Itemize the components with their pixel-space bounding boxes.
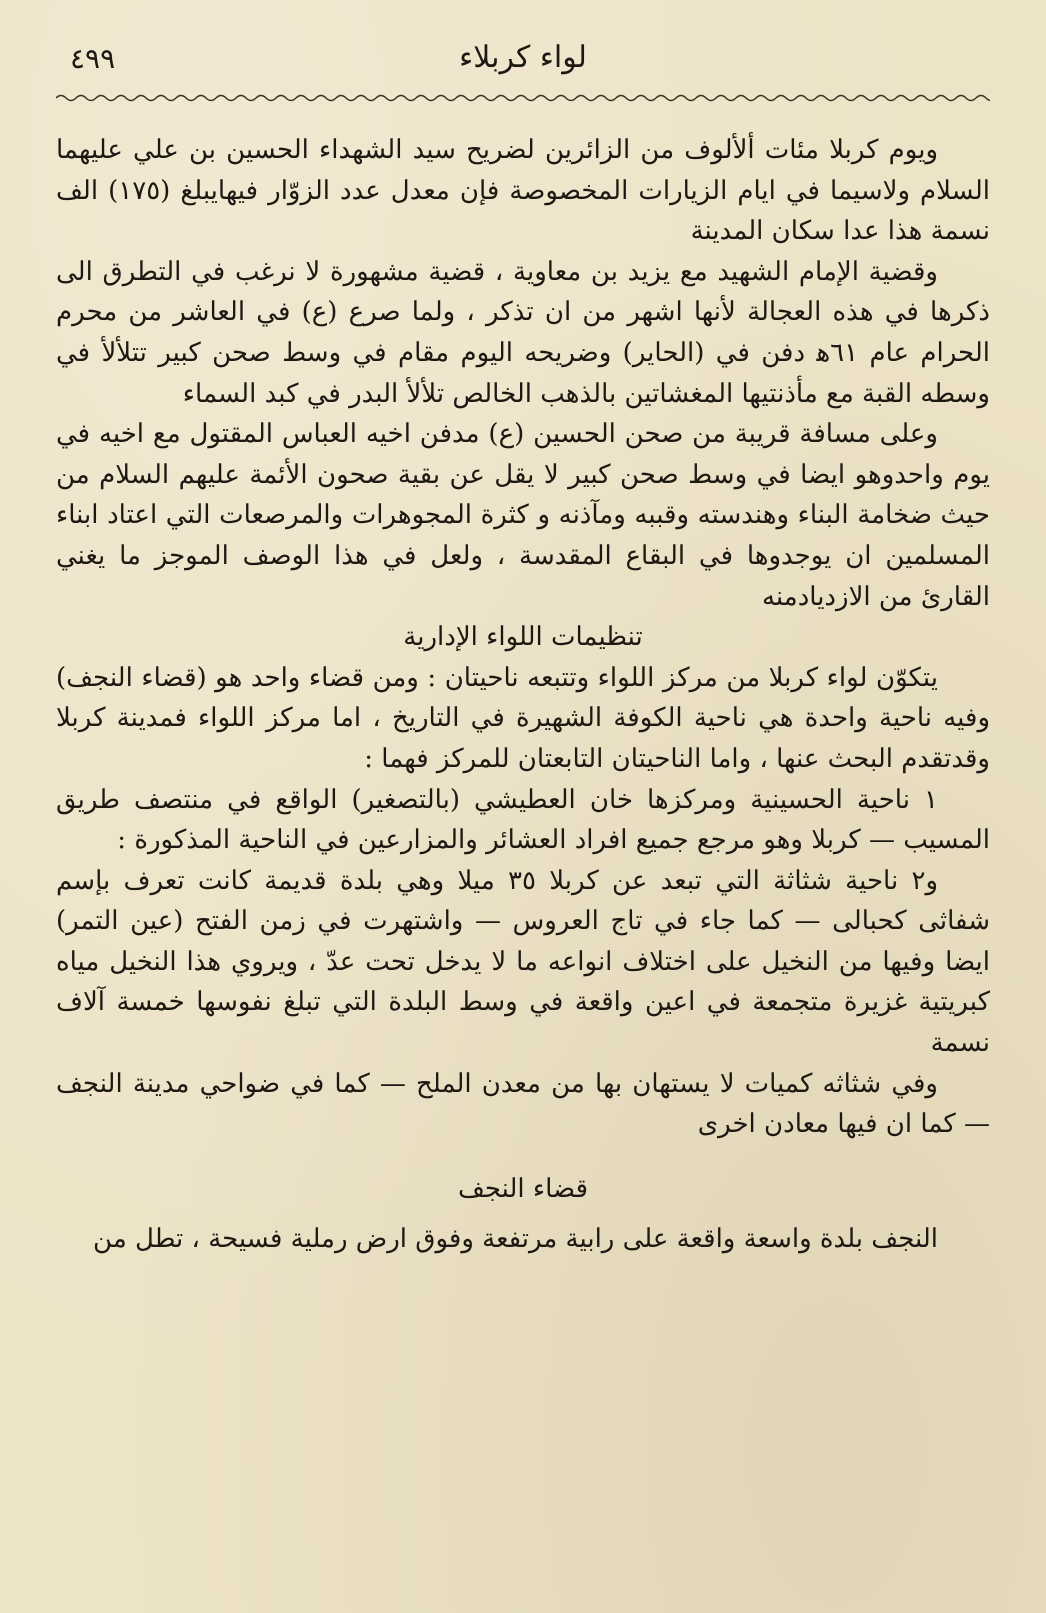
paragraph-imam-shrine: وقضية الإمام الشهيد مع يزيد بن معاوية ، قضية مشهورة لا نرغب في التطرق الى ذكرها في هذه العجالة لأنها اشهر من ان تذكر ، ولما صرع (ع) في العاشر من محرم الحرام عام ٦١ﻫ دفن في (الحاير) وضريحه اليوم مقام في وسط صحن كبير تتلألأ في وسطه القبة مع مأذنتيها المغشاتين بالذهب الخالص تلألأ البدر في كبد السماء	[56, 256, 990, 409]
page-header	[56, 0, 990, 98]
list-item-husseiniya: ١ ناحية الحسينية ومركزها خان العطيشي (بالتصغير) الواقع في منتصف طريق المسيب — كربلا وهو مرجع جميع افراد العشائر والمزارعين في الناحية المذكورة :	[56, 784, 990, 856]
section-heading-administration: تنظيمات اللواء الإدارية	[403, 622, 643, 653]
paragraph-pilgrims: ويوم كربلا مئات ألألوف من الزائرين لضريح سيد الشهداء الحسين بن علي عليهما السلام ولاسيما في ايام الزيارات المخصوصة فإن معدل عدد الزوّار فيهايبلغ (١٧٥) الف نسمة هذا عدا سكان المدينة	[56, 135, 991, 247]
wavy-rule-divider	[56, 92, 990, 104]
running-title: لواء كربلاء	[459, 40, 587, 75]
paragraph-najaf: النجف بلدة واسعة واقعة على رابية مرتفعة وفوق ارض رملية فسيحة ، تطل من	[93, 1224, 938, 1255]
paragraph-administration: يتكوّن لواء كربلا من مركز اللواء وتتبعه ناحيتان : ومن قضاء واحد هو (قضاء النجف) وفيه ناحية واحدة هي ناحية الكوفة الشهيرة في التاريخ ، اما مركز اللواء فمدينة كربلا وقدتقدم البحث عنها ، واما الناحيتان التابعتان للمركز فهما :	[56, 662, 990, 774]
section-heading-najaf: قضاء النجف	[457, 1173, 589, 1204]
list-item-shithatha: و٢ ناحية شثاثة التي تبعد عن كربلا ٣٥ ميلا وهي بلدة قديمة كانت تعرف بإسم شفاثى كحبالى — كما جاء في تاج العروس — واشتهرت في زمن الفتح (عين التمر) ايضا وفيها من النخيل على اختلاف انواعه ما لا يدخل تحت عدّ ، ويروي هذا النخيل مياه كبريتية غزيرة متجمعة في اعين واقعة في وسط البلدة التي تبلغ نفوسها خمسة آلاف نسمة	[56, 865, 990, 1059]
body-text	[56, 130, 990, 1260]
page-number: ٤٩٩	[70, 42, 116, 75]
paragraph-abbas-shrine: وعلى مسافة قريبة من صحن الحسين (ع) مدفن اخيه العباس المقتول مع اخيه في يوم واحدوهو ايضا في وسط صحن كبير لا يقل عن بقية صحون الأئمة عليهم السلام من حيث ضخامة البناء وهندسته وقببه ومآذنه و كثرة المجوهرات والمرصعات التي اعتاد ابناء المسلمين ان يوجدوها في البقاع المقدسة ، ولعل في هذا الوصف الموجز ما يغني القارئ من الازديادمنه	[56, 419, 990, 612]
paragraph-salt-mines: وفي شثاثه كميات لا يستهان بها من معدن الملح — كما في ضواحي مدينة النجف — كما ان فيها معادن اخرى	[56, 1068, 990, 1140]
